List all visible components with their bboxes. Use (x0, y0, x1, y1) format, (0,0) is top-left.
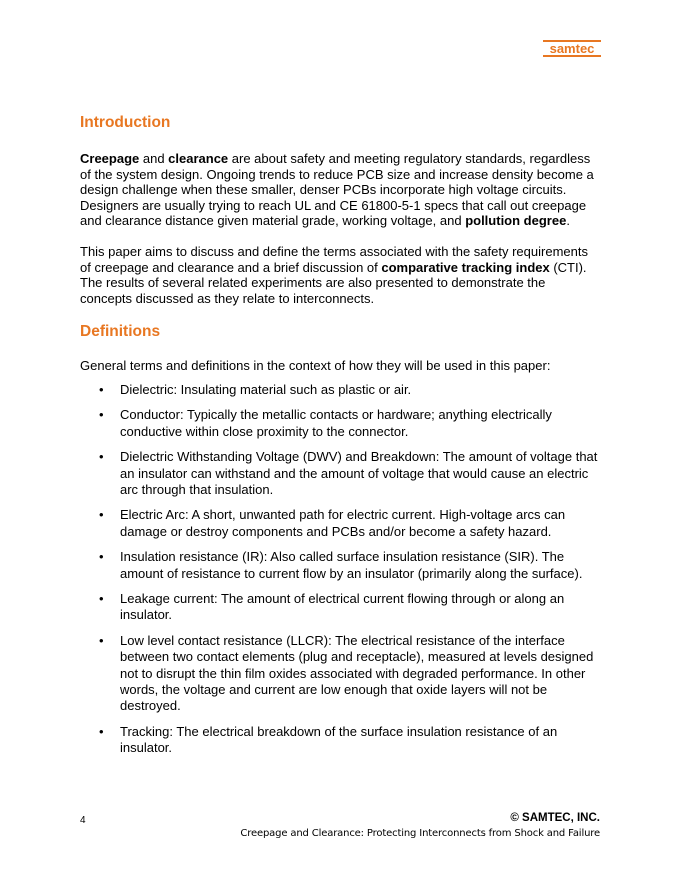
bullet-icon: • (99, 549, 104, 565)
text-run: (CTI). The results of several related experiments are also presented to demonstrate the concepts discussed as they relate to interconnects. (80, 259, 587, 306)
definition-item (80, 449, 600, 498)
definition-item (80, 591, 600, 624)
definition-item (80, 382, 600, 398)
bullet-icon: • (99, 632, 104, 648)
text-run: and (139, 151, 169, 166)
document-title: Creepage and Clearance: Protecting Interconnects from Shock and Failure (240, 828, 600, 839)
logo-text: samtec (549, 41, 595, 56)
definitions-lead: General terms and definitions in the context of how they will be used in this paper: (80, 358, 551, 374)
introduction-heading: Introduction (80, 114, 171, 131)
definition-item (80, 724, 600, 757)
bold-term: comparative tracking index (381, 259, 550, 275)
definition-item (80, 633, 600, 715)
page-number: 4 (80, 815, 86, 826)
document-body (80, 113, 600, 766)
definitions-list (80, 382, 600, 757)
copyright: © SAMTEC, INC. (510, 812, 600, 824)
definition-text: Low level contact resistance (LLCR): The electrical resistance of the interface between two contact elements (plug and receptacle), measured at levels designed not to disrupt the thin film oxides associated with degraded performance. In other words, the voltage and current are low enough that oxide layers will not be destroyed. (120, 632, 594, 714)
definition-text: Leakage current: The amount of electrical current flowing through or along an insulator. (120, 591, 565, 623)
bullet-icon: • (99, 407, 104, 423)
bullet-icon: • (99, 381, 104, 397)
samtec-logo (543, 40, 601, 57)
definition-item (80, 407, 600, 440)
text-run: . (566, 213, 570, 229)
text-run: are about safety and meeting regulatory standards, regardless of the system design. Ongoing trends to reduce PCB size and increase density become a design challenge when these smaller, denser PCBs incorporate high voltage circuits. Designers are usually trying to reach UL and CE 61800-5-1 specs that call out creepage and clearance distance given material grade, working voltage, and (80, 151, 594, 229)
intro-paragraph-1 (80, 151, 600, 229)
bullet-icon: • (99, 507, 104, 523)
definition-text: Dielectric: Insulating material such as plastic or air. (120, 381, 412, 397)
bold-term: pollution degree (465, 213, 567, 229)
definition-item (80, 549, 600, 582)
intro-paragraph-2 (80, 244, 600, 306)
text-run: This paper aims to discuss and define the terms associated with the safety requirements of creepage and clearance and a brief discussion of (80, 243, 588, 275)
bullet-icon: • (99, 723, 104, 739)
definition-item (80, 507, 600, 540)
bullet-icon: • (99, 449, 104, 465)
definition-text: Electric Arc: A short, unwanted path for electric current. High-voltage arcs can damage or destroy components and PCBs and/or become a safety hazard. (120, 507, 566, 539)
bold-term: Creepage (80, 151, 140, 166)
definition-text: Conductor: Typically the metallic contacts or hardware; anything electrically conductive within close proximity to the connector. (120, 407, 552, 439)
bullet-icon: • (99, 591, 104, 606)
bold-term: clearance (168, 151, 229, 166)
definitions-heading: Definitions (80, 323, 161, 341)
definition-text: Tracking: The electrical breakdown of the surface insulation resistance of an insulator. (120, 723, 558, 756)
definition-text: Dielectric Withstanding Voltage (DWV) and Breakdown: The amount of voltage that an insulator can withstand and the amount of voltage that would cause an electric arc through that insulation. (120, 449, 598, 497)
definition-text: Insulation resistance (IR): Also called surface insulation resistance (SIR). The amount of resistance to current flow by an insulator (primarily along the surface). (120, 549, 583, 581)
